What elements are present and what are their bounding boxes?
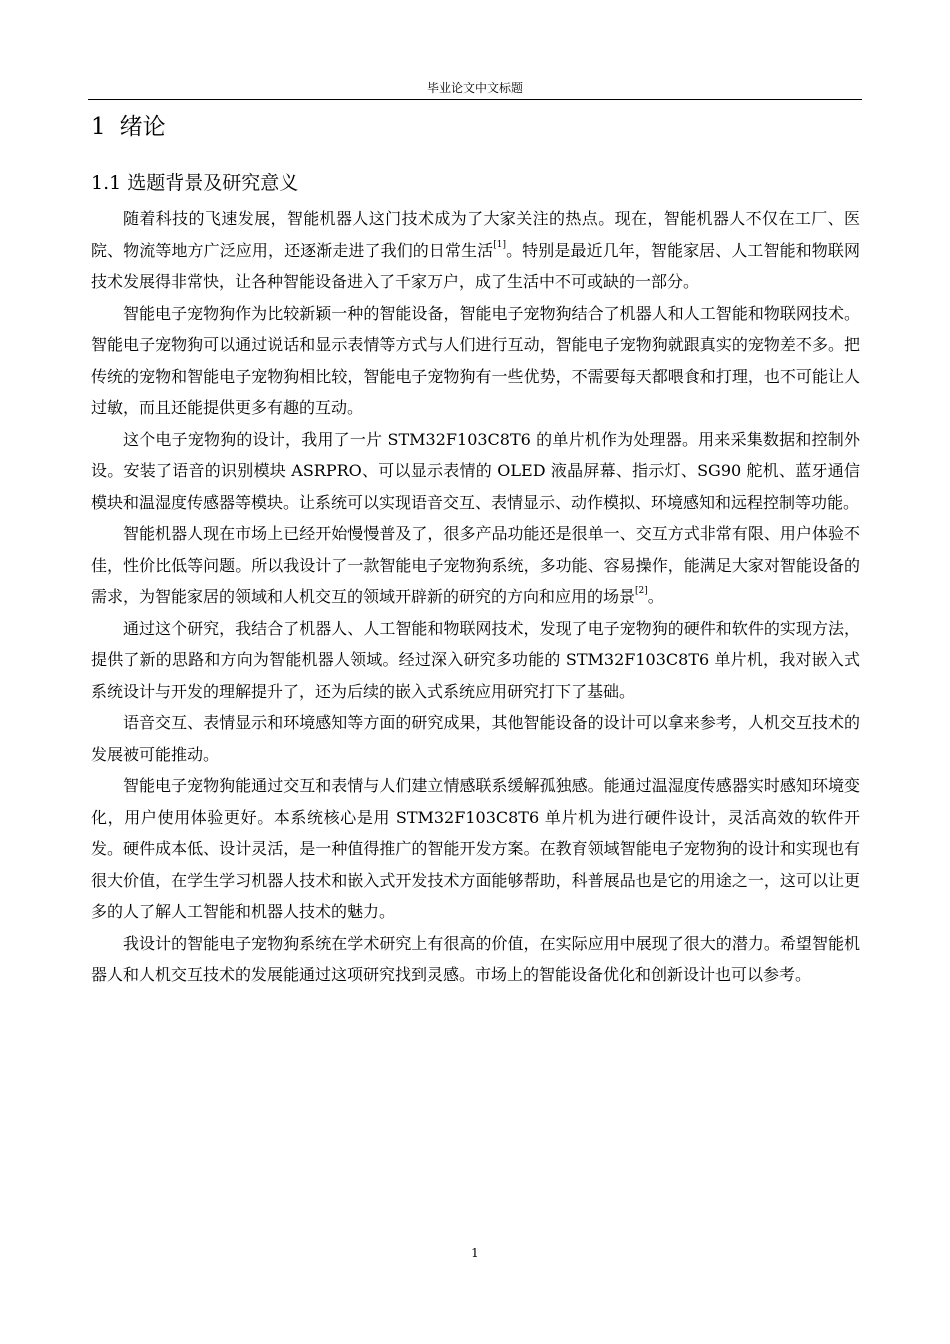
paragraph-text-after: 。 [647,587,664,606]
paragraph-3: 这个电子宠物狗的设计，我用了一片 STM32F103C8T6 的单片机作为处理器。用来采集数据和控制外设。安装了语音的识别模块 ASRPRO、可以显示表情的 OLED 液晶屏幕、指示灯、SG90 舵机、蓝牙通信模块和温湿度传感器等模块。让系统可以实现语音交互、表情显示、动作模拟、环境感知和远程控制等功能。 [91,429,860,512]
paragraph-7: 智能电子宠物狗能通过交互和表情与人们建立情感联系缓解孤独感。能通过温湿度传感器实时感知环境变化，用户使用体验更好。本系统核心是用 STM32F103C8T6 单片机为进行硬件设计，灵活高效的软件开发。硬件成本低、设计灵活，是一种值得推广的智能开发方案。在教育领域智能电子宠物狗的设计和实现也有很大价值，在学生学习机器人技术和嵌入式开发技术方面能够帮助，科普展品也是它的用途之一，这可以让更多的人了解人工智能和机器人技术的魅力。 [91,776,860,921]
section-body [91,203,860,991]
paragraph-6: 语音交互、表情显示和环境感知等方面的研究成果，其他智能设备的设计可以拿来参考，人机交互技术的发展被可能推动。 [91,713,860,764]
paragraph-2: 智能电子宠物狗作为比较新颖一种的智能设备，智能电子宠物狗结合了机器人和人工智能和物联网技术。智能电子宠物狗可以通过说话和显示表情等方式与人们进行互动，智能电子宠物狗就跟真实的宠物差不多。把传统的宠物和智能电子宠物狗相比较，智能电子宠物狗有一些优势，不需要每天都喂食和打理，也不可能让人过敏，而且还能提供更多有趣的互动。 [91,303,860,417]
chapter-number: 1 [91,114,106,140]
paragraph-5: 通过这个研究，我结合了机器人、人工智能和物联网技术，发现了电子宠物狗的硬件和软件的实现方法，提供了新的思路和方向为智能机器人领域。经过深入研究多功能的 STM32F103C8T6 单片机，我对嵌入式系统设计与开发的理解提升了，还为后续的嵌入式系统应用研究打下了基础。 [91,618,860,701]
citation-mark: [2] [635,586,648,596]
paragraph-1 [91,203,860,298]
section-title: 1.1 选题背景及研究意义 [91,172,299,194]
paragraph-8: 我设计的智能电子宠物狗系统在学术研究上有很高的价值，在实际应用中展现了很大的潜力。希望智能机器人和人机交互技术的发展能通过这项研究找到灵感。市场上的智能设备优化和创新设计也可以参考。 [91,933,860,984]
page-number: 1 [471,1246,479,1260]
paragraph-text: 智能机器人现在市场上已经开始慢慢普及了，很多产品功能还是很单一、交互方式非常有限、用户体验不佳，性价比低等问题。所以我设计了一款智能电子宠物狗系统，多功能、容易操作，能满足大家对智能设备的需求，为智能家居的领域和人机交互的领域开辟新的研究的方向和应用的场景 [91,524,860,606]
chapter-title [91,112,166,142]
citation-mark: [1] [493,239,506,250]
header-rule [88,99,862,100]
paragraph-4 [91,518,860,613]
paragraph-text-after: 。特别是最近几年，智能家居、人工智能和物联网技术发展得非常快，让各种智能设备进入了千家万户，成了生活中不可或缺的一部分。 [91,240,860,291]
running-header: 毕业论文中文标题 [426,81,523,95]
paragraph-text: 随着科技的飞速发展，智能机器人这门技术成为了大家关注的热点。现在，智能机器人不仅在工厂、医院、物流等地方广泛应用，还逐渐走进了我们的日常生活 [91,209,860,260]
chapter-title-text: 绪论 [119,114,166,140]
